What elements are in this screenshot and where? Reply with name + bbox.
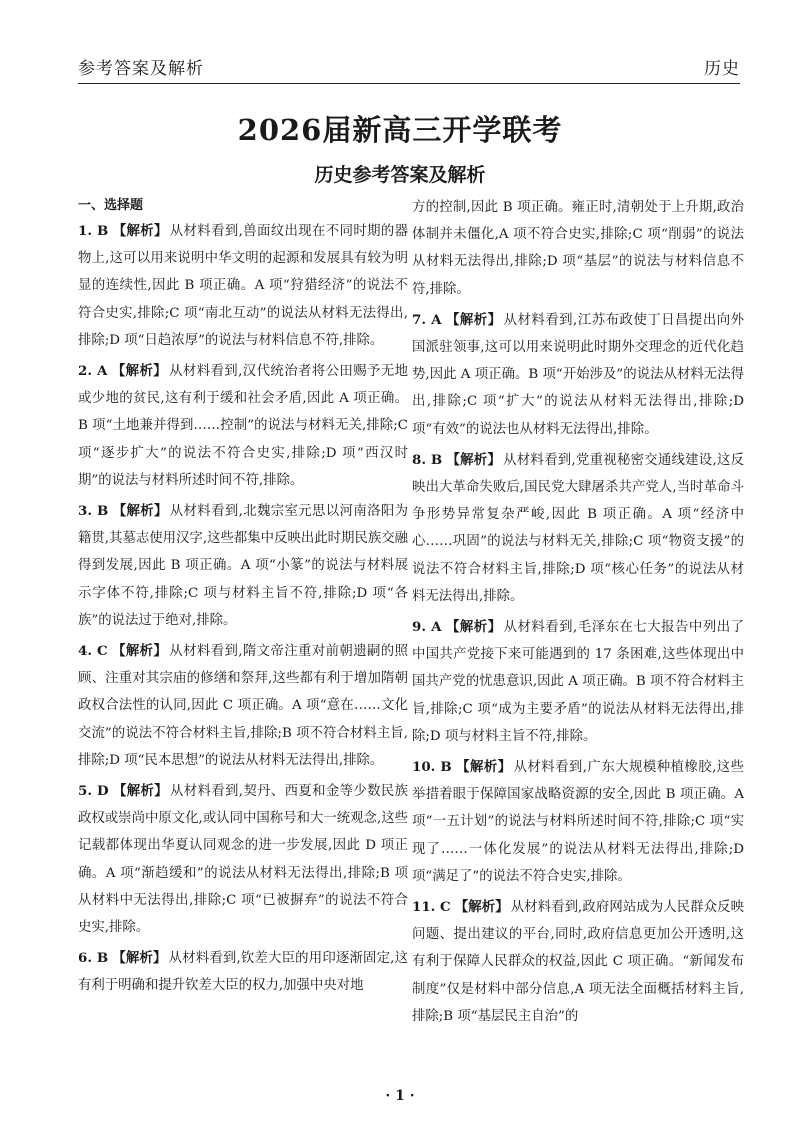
answer-text: 从材料看到,广东大规模种植橡胶,这些举措着眼于保障国家战略资源的安全,因此 B 项正确。A 项“一五计划”的说法与材料所述时间不符,排除;C 项“实现了……一体化发展”的说法从材料无法得出,排除;D 项“满足了”的说法不符合史实,排除。 — [412, 760, 745, 884]
answer-text: 从材料看到,隋文帝注重对前朝遗嗣的照顾、注重对其宗庙的修缮和祭拜,这些都有利于增加隋朝政权合法性的认同,因此 C 项正确。A 项“意在……文化交流”的说法不符合材料主旨,排除;B 项不符合材料主旨,排除;D 项“民本思想”的说法从材料无法得出,排除。 — [78, 644, 408, 768]
header-left-label: 参考答案及解析 — [78, 59, 204, 79]
analysis-tag: 【解析】 — [112, 504, 168, 520]
analysis-tag: 【解析】 — [111, 644, 168, 660]
answer-text: 从材料看到,契丹、西夏和金等少数民族政权或崇尚中原文化,或认同中国称号和大一统观念,这些记载都体现出华夏认同观念的进一步发展,因此 D 项正确。A 项“渐趋缓和”的说法从材料无法得出,排除;B 项从材料中无法得出,排除;C 项“已被摒弃”的说法不符合史实,排除。 — [78, 784, 408, 936]
answer-item-7 — [412, 307, 744, 443]
answer-item-10 — [412, 754, 744, 890]
answer-number: 11. C — [412, 899, 451, 916]
answer-text: 从材料看到,北魏宗室元思以河南洛阳为籍贯,其墓志使用汉字,这些都集中反映出此时期民族交融得到发展,因此 B 项正确。A 项“小篆”的说法与材料展示字体不符,排除;C 项与材料主旨不符,排除;D 项“各族”的说法过于绝对,排除。 — [78, 504, 409, 628]
answer-text: 从材料看到,钦差大臣的用印逐渐固定,这有利于明确和提升钦差大臣的权力,加强中央对地 — [78, 951, 408, 994]
answer-item-9 — [412, 614, 744, 750]
answer-item-5 — [78, 778, 408, 941]
answer-item-1 — [78, 218, 408, 354]
section-heading: 一、选择题 — [78, 198, 144, 213]
answer-item-2 — [78, 358, 408, 494]
header-right-label: 历史 — [704, 59, 740, 79]
answer-number: 4. C — [78, 643, 108, 660]
analysis-tag: 【解析】 — [445, 620, 502, 636]
answer-number: 3. B — [78, 503, 109, 520]
answer-number: 5. D — [78, 783, 109, 800]
answer-item-11 — [412, 894, 744, 1030]
analysis-tag: 【解析】 — [455, 760, 512, 776]
answer-item-6 — [78, 945, 408, 999]
analysis-tag: 【解析】 — [111, 364, 168, 380]
analysis-tag: 【解析】 — [112, 224, 168, 239]
answer-text: 从材料看到,江苏布政使丁日昌提出向外国派驻领事,这可以用来说明此时期外交理念的近代化趋势,因此 A 项正确。B 项“开始涉及”的说法从材料无法得出,排除;C 项“扩大”的说法从材料无法得出,排除;D 项“有效”的说法也从材料无法得出,排除。 — [412, 312, 744, 437]
answer-number: 10. B — [412, 759, 452, 776]
answer-text: 从材料看到,政府网站成为人民群众反映问题、提出建议的平台,同时,政府信息更加公开透明,这有利于保障人民群众的权益,因此 C 项正确。“新闻发布制度”仅是材料中部分信息,A 项无法全面概括材料主旨,排除;B 项“基层民主自治”的 — [412, 900, 744, 1024]
page-header — [78, 44, 740, 84]
analysis-tag: 【解析】 — [446, 452, 502, 468]
right-column — [412, 194, 744, 1034]
answer-number: 9. A — [412, 619, 442, 636]
answer-item-4 — [78, 638, 408, 774]
answer-text: 从材料看到,汉代统治者将公田赐予无地或少地的贫民,这有利于缓和社会矛盾,因此 A 项正确。B 项“土地兼并得到……控制”的说法与材料无关,排除;C 项“逐步扩大”的说法不符合史实,排除;D 项“西汉时期”的说法与材料所述时间不符,排除。 — [78, 364, 409, 488]
analysis-tag: 【解析】 — [112, 784, 168, 800]
analysis-tag: 【解析】 — [445, 312, 502, 328]
page-title: 2026届新高三开学联考 — [237, 113, 563, 147]
answer-number: 1. B — [78, 223, 109, 239]
answer-item-3 — [78, 498, 408, 634]
answer-item-6-continued: 方的控制,因此 B 项正确。雍正时,清朝处于上升期,政治体制并未僵化,A 项不符合史实,排除;C 项“削弱”的说法从材料无法得出,排除;D 项“基层”的说法与材料信息不符,排除。 — [412, 200, 744, 297]
page-subtitle: 历史参考答案及解析 — [314, 164, 486, 186]
left-column — [78, 194, 408, 1004]
page-number: · 1 · — [385, 1088, 415, 1104]
answer-text: 从材料看到,毛泽东在七大报告中列出了中国共产党接下来可能遇到的 17 条困难,这些体现出中国共产党的忧患意识,因此 A 项正确。B 项不符合材料主旨,排除;C 项“成为主要矛盾”的说法从材料无法得出,排除;D 项与材料主旨不符,排除。 — [412, 620, 744, 744]
answer-number: 8. B — [412, 451, 443, 468]
analysis-tag: 【解析】 — [454, 900, 509, 916]
answer-number: 7. A — [412, 311, 442, 328]
answer-number: 6. B — [78, 950, 109, 967]
answer-text: 从材料看到,兽面纹出现在不同时期的器物上,这可以用来说明中华文明的起源和发展具有较为明显的连续性,因此 B 项正确。A 项“狩猎经济”的说法不符合史实,排除;C 项“南北互动”的说法从材料无法得出,排除;D 项“日趋浓厚”的说法与材料信息不符,排除。 — [78, 224, 409, 348]
answer-number: 2. A — [78, 363, 108, 380]
answer-item-8 — [412, 447, 744, 610]
answer-text: 从材料看到,党重视秘密交通线建设,这反映出大革命失败后,国民党大肆屠杀共产党人,当时革命斗争形势异常复杂严峻,因此 B 项正确。A 项“经济中心……巩固”的说法与材料无关,排除;C 项“物资支援”的说法不符合材料主旨,排除;D 项“核心任务”的说法从材料无法得出,排除。 — [412, 452, 745, 604]
analysis-tag: 【解析】 — [112, 951, 167, 967]
